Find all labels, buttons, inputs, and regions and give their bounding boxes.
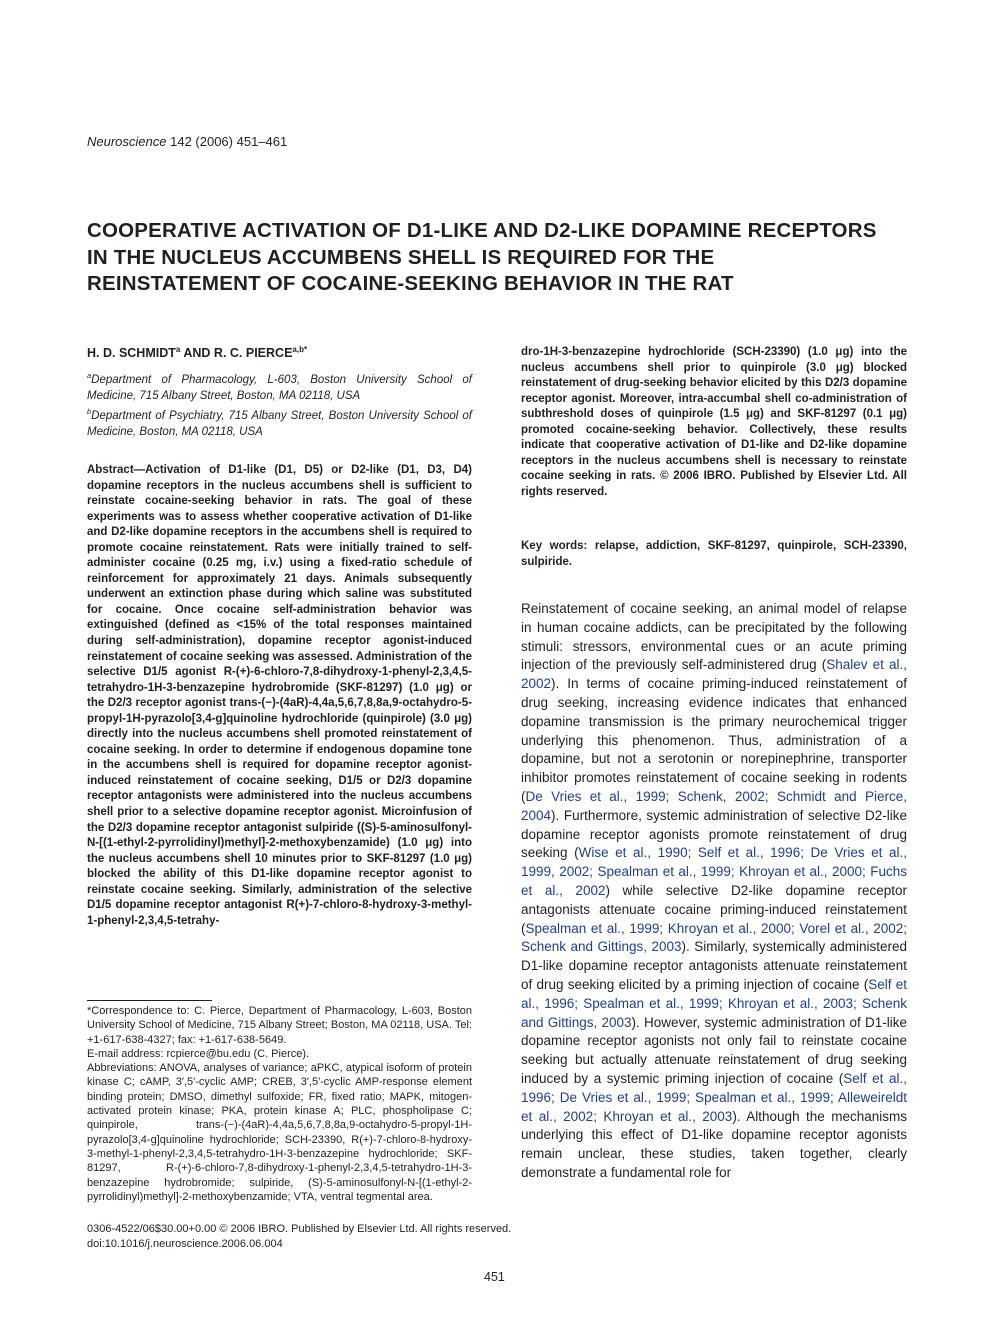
affiliation-b <box>87 404 472 440</box>
citation-link[interactable]: Wise et al., 1990; Self et al., 1996; De Vries et al., 1999, 2002; Spealman et al., 1999; Khroyan et al., 2000; Fuchs et al., 2002 <box>521 845 908 898</box>
author-line <box>87 345 307 360</box>
page-number: 451 <box>484 1270 505 1284</box>
article-title: COOPERATIVE ACTIVATION OF D1-LIKE AND D2-LIKE DOPAMINE RECEPTORS IN THE NUCLEUS ACCUMBENS SHELL IS REQUIRED FOR THE REINSTATEMENT OF COCAINE-SEEKING BEHAVIOR IN THE RAT <box>87 219 877 295</box>
citation-link[interactable]: Shalev et al., 2002 <box>521 657 907 692</box>
citation-link[interactable]: De Vries et al., 1999; Schenk, 2002; Schmidt and Pierce, 2004 <box>521 788 907 823</box>
author-pierce-sup: a,b* <box>292 345 308 354</box>
intro-text-segment: ). Similarly, systemically administered D1-like dopamine receptor antagonists attenuate reinstatement of drug seeking elicited by a priming injection of cocaine ( <box>521 939 907 992</box>
author-pierce: R. C. PIERCE <box>213 346 293 361</box>
introduction-text <box>521 600 907 1183</box>
journal-name: Neuroscience <box>87 134 167 149</box>
citation-link[interactable]: Self et al., 1996; De Vries et al., 1999; Spealman et al., 1999; Alleweireldt et al., 2002; Khroyan et al., 2003 <box>521 1070 907 1124</box>
intro-text-segment: ). Although the mechanisms underlying this effect of D1-like dopamine receptor agonists remain unclear, these studies, taken together, clearly demonstrate a fundamental role for <box>521 1108 908 1180</box>
copyright-line: 0306-4522/06$30.00+0.00 © 2006 IBRO. Published by Elsevier Ltd. All rights reserved. <box>87 1223 512 1235</box>
doi-line: doi:10.1016/j.neuroscience.2006.06.004 <box>87 1238 283 1250</box>
intro-text-segment: ). Furthermore, systemic administration of selective D2-like dopamine receptor agonists promote reinstatement of drug seeking ( <box>521 807 907 861</box>
footnote-divider <box>87 1000 212 1001</box>
author-conjunction: AND <box>180 346 214 361</box>
keywords: Key words: relapse, addiction, SKF-81297, quinpirole, SCH-23390, sulpiride. <box>521 540 907 568</box>
journal-citation <box>87 134 287 149</box>
affiliation-a-sup: a <box>87 371 92 380</box>
intro-text-segment: ). In terms of cocaine priming-induced reinstatement of drug seeking, increasing evidence indicates that enhanced dopamine transmission is the primary neurochemical trigger underlying this phenomenon. Thus, administration of a dopamine, but not a serotonin or norepinephrine, transporter inhibitor promotes reinstatement of cocaine seeking in rodents ( <box>521 676 907 804</box>
volume-pages: 142 (2006) 451–461 <box>166 134 288 149</box>
affiliation-a-text: Department of Pharmacology, L-603, Boston University School of Medicine, 715 Albany Street, Boston, MA 02118, USA <box>87 373 472 402</box>
affiliation-b-text: Department of Psychiatry, 715 Albany Street, Boston University School of Medicine, Boston, MA 02118, USA <box>87 409 472 438</box>
author-schmidt: H. D. SCHMIDT <box>87 346 176 361</box>
email-note: E-mail address: rcpierce@bu.edu (C. Pierce). <box>87 1047 310 1060</box>
abstract-part-1: Abstract—Activation of D1-like (D1, D5) or D2-like (D1, D3, D4) dopamine receptors in the nucleus accumbens shell is sufficient to reinstate cocaine-seeking behavior in rats. The goal of these experiments was to assess whether cooperative activation of D1-like and D2-like dopamine receptors in the accumbens shell is required to promote cocaine reinstatement. Rats were initially trained to self-administer cocaine (0.25 mg, i.v.) using a fixed-ratio schedule of reinforcement for approximately 21 days. Animals subsequently underwent an extinction phase during which saline was substituted for cocaine. Once cocaine self-administration behavior was extinguished (defined as <15% of the total responses maintained during self-administration), dopamine receptor agonist-induced reinstatement of cocaine seeking was assessed. Administration of the selective D1/5 agonist R-(+)-6-chloro-7,8-dihydroxy-1-phenyl-2,3,4,5-tetrahydro-1H-3-benzazepine hydrobromide (SKF-81297) (1.0 μg) or the D2/3 receptor agonist trans-(−)-(4aR)-4,4a,5,6,7,8,8a,9-octahydro-5-propyl-1H-pyrazolo[3,4-g]quinoline hydrochloride (quinpirole) (3.0 μg) directly into the nucleus accumbens shell promoted reinstatement of cocaine seeking. In order to determine if endogenous dopamine tone in the accumbens shell is required for dopamine receptor agonist-induced reinstatement of cocaine seeking, D1/5 or D2/3 dopamine receptor antagonists were administered into the nucleus accumbens shell prior to a selective dopamine receptor agonist. Microinfusion of the D2/3 dopamine receptor antagonist sulpiride ((S)-5-aminosulfonyl-N-[(1-ethyl-2-pyrrolidinyl)methyl]-2-methoxybenzamide) (1.0 μg) into the nucleus accumbens shell 10 minutes prior to SKF-81297 (1.0 μg) blocked the ability of this D1-like dopamine receptor agonist to reinstate cocaine seeking. Similarly, administration of the selective D1/5 dopamine receptor antagonist R(+)-7-chloro-8-hydroxy-3-methyl-1-phenyl-2,3,4,5-tetrahy- <box>87 464 472 927</box>
footnotes <box>87 1004 472 1204</box>
affiliation-a <box>87 368 472 404</box>
correspondence-note: *Correspondence to: C. Pierce, Department of Pharmacology, L-603, Boston University School of Medicine, 715 Albany Street; Boston, MA 02118, USA. Tel: +1-617-638-4327; fax: +1-617-638-5649. <box>87 1005 472 1046</box>
intro-text-segment: Reinstatement of cocaine seeking, an animal model of relapse in human cocaine addicts, can be precipitated by the following stimuli: stressors, environmental cues or an acute priming injection of the previously self-administered drug ( <box>521 601 907 673</box>
citation-link[interactable]: Spealman et al., 1999; Khroyan et al., 2000; Vorel et al., 2002; Schenk and Gittings, 2003 <box>521 920 907 955</box>
citation-link[interactable]: Self et al., 1996; Spealman et al., 1999; Khroyan et al., 2003; Schenk and Gittings, 2003 <box>521 976 907 1030</box>
copyright-block <box>87 1222 511 1252</box>
affiliation-b-sup: b <box>87 407 92 416</box>
author-schmidt-sup: a <box>175 345 181 354</box>
abstract-part-2: dro-1H-3-benzazepine hydrochloride (SCH-23390) (1.0 μg) into the nucleus accumbens shell prior to quinpirole (3.0 μg) blocked reinstatement of drug-seeking behavior elicited by this D2/3 dopamine receptor agonist. Moreover, intra-accumbal shell co-administration of subthreshold doses of quinpirole (1.5 μg) and SKF-81297 (0.1 μg) promoted cocaine-seeking behavior. Collectively, these results indicate that cooperative activation of D1-like and D2-like dopamine receptors in the nucleus accumbens shell is necessary to reinstate cocaine seeking in rats. © 2006 IBRO. Published by Elsevier Ltd. All rights reserved. <box>521 346 907 498</box>
intro-text-segment: ). However, systemic administration of D1-like dopamine receptor agonists not only fail to reinstate cocaine seeking but actually attenuate reinstatement of drug seeking induced by a systemic priming injection of cocaine ( <box>521 1014 907 1086</box>
abbreviations-note: Abbreviations: ANOVA, analyses of variance; aPKC, atypical isoform of protein kinase C; cAMP, 3′,5′-cyclic AMP; CREB, 3′,5′-cyclic AMP-response element binding protein; DMSO, dimethyl sulfoxide; FR, fixed ratio; MAPK, mitogen-activated protein kinase; PKA, protein kinase A; PLC, phospholipase C; quinpirole, trans-(−)-(4aR)-4,4a,5,6,7,8,8a,9-octahydro-5-propyl-1H-pyrazolo[3,4-g]quinoline hydrochloride; SCH-23390, R(+)-7-chloro-8-hydroxy-3-methyl-1-phenyl-2,3,4,5-tetrahydro-1H-3-benzazepine hydrochloride; SKF-81297, R-(+)-6-chloro-7,8-dihydroxy-1-phenyl-2,3,4,5-tetrahydro-1H-3-benzazepine hydrobromide; sulpiride, (S)-5-aminosulfonyl-N-[(1-ethyl-2-pyrrolidinyl)methyl]-2-methoxybenzamide; VTA, ventral tegmental area. <box>87 1062 472 1203</box>
intro-text-segment: ) while selective D2-like dopamine receptor antagonists attenuate cocaine priming-induced reinstatement ( <box>521 882 907 936</box>
